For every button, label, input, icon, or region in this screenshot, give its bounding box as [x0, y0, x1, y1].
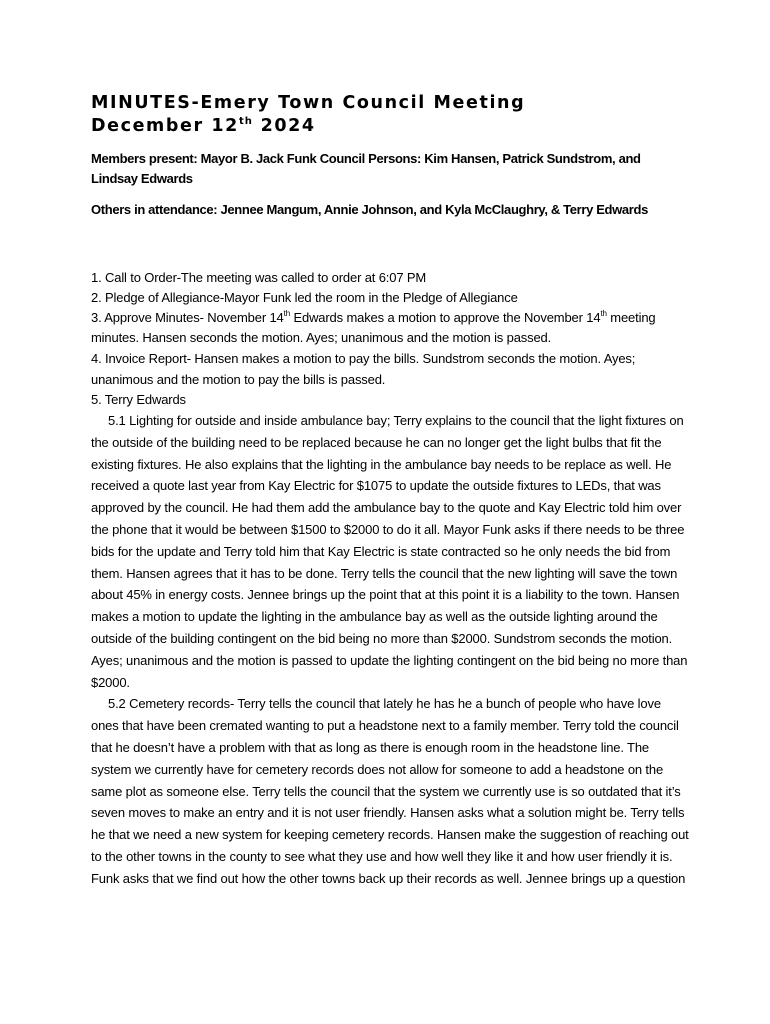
item-3-sup-1: th — [283, 309, 290, 318]
page-title — [91, 92, 525, 138]
title-date-suffix: th — [238, 116, 253, 127]
agenda-item-5-1: 5.1 Lighting for outside and inside ambulance bay; Terry explains to the council that the light fixtures on the outside of the building need to be replaced because he can no longer get the light bulbs that fit the existing fixtures. He also explains that the lighting in the ambulance bay needs to be replace as well. He received a quote last year from Kay Electric for $1075 to update the outside fixtures to LEDs, that was approved by the council. He had them add the ambulance bay to the quote and Kay Electric told him over the phone that it would be between $1500 to $2000 to do it all. Mayor Funk asks if there needs to be three bids for the update and Terry told him that Kay Electric is state contracted so he only needs the bid from them. Hansen agrees that it has to be done. Terry tells the council that the new lighting will save the town about 45% in energy costs. Jennee brings up the point that at this point it is a liability to the town. Hansen makes a motion to update the lighting in the ambulance bay as well as the outside lighting around the outside of the building contingent on the bid being no more than $2000. Sundstrom seconds the motion. Ayes; unanimous and the motion is passed to update the lighting contingent on the bid being no more than $2000. — [91, 413, 688, 690]
title-line-1: MINUTES-Emery Town Council Meeting — [91, 93, 526, 113]
agenda-item-3 — [91, 308, 691, 348]
agenda-item-4: 4. Invoice Report- Hansen makes a motion to pay the bills. Sundstrom seconds the motion. Ayes; unanimous and the motion to pay the bills is passed. — [91, 351, 636, 387]
title-date-year: 2024 — [260, 116, 316, 136]
others-in-attendance: Others in attendance: Jennee Mangum, Annie Johnson, and Kyla McClaughry, & Terry Edwards — [91, 202, 648, 217]
agenda-item-5: 5. Terry Edwards — [91, 392, 186, 407]
item-3-text-b: Edwards makes a motion to approve the November 14 — [290, 310, 601, 325]
members-present: Members present: Mayor B. Jack Funk Council Persons: Kim Hansen, Patrick Sundstrom, and Lindsay Edwards — [91, 151, 641, 186]
agenda-item-5-2: 5.2 Cemetery records- Terry tells the council that lately he has he a bunch of people who have love ones that have been cremated wanting to put a headstone next to a family member. Terry told the council that he doesn’t have a problem with that as long as there is enough room in the headstone line. The system we currently have for cemetery records does not allow for someone to add a headstone on the same plot as someone else. Terry tells the council that the system we currently use is so outdated that it’s seven moves to make an entry and it is not user friendly. Hansen asks what a solution might be. Terry tells he that we need a new system for keeping cemetery records. Hansen make the suggestion of reaching out to the other towns in the county to see what they use and how well they like it and how user friendly it is. Funk asks that we find out how the other towns back up their records as well. Jennee brings up a question — [91, 696, 689, 886]
title-date-day: December 12 — [91, 116, 239, 136]
item-3-text-c: meeting minutes. Hansen seconds the motion. Ayes; unanimous and the motion is passed. — [91, 310, 656, 345]
agenda-item-1: 1. Call to Order-The meeting was called to order at 6:07 PM — [91, 270, 427, 285]
agenda-item-2: 2. Pledge of Allegiance-Mayor Funk led the room in the Pledge of Allegiance — [91, 290, 518, 305]
item-3-sup-2: th — [600, 309, 607, 318]
minutes-body — [91, 268, 691, 890]
item-3-text-a: 3. Approve Minutes- November 14 — [91, 310, 284, 325]
